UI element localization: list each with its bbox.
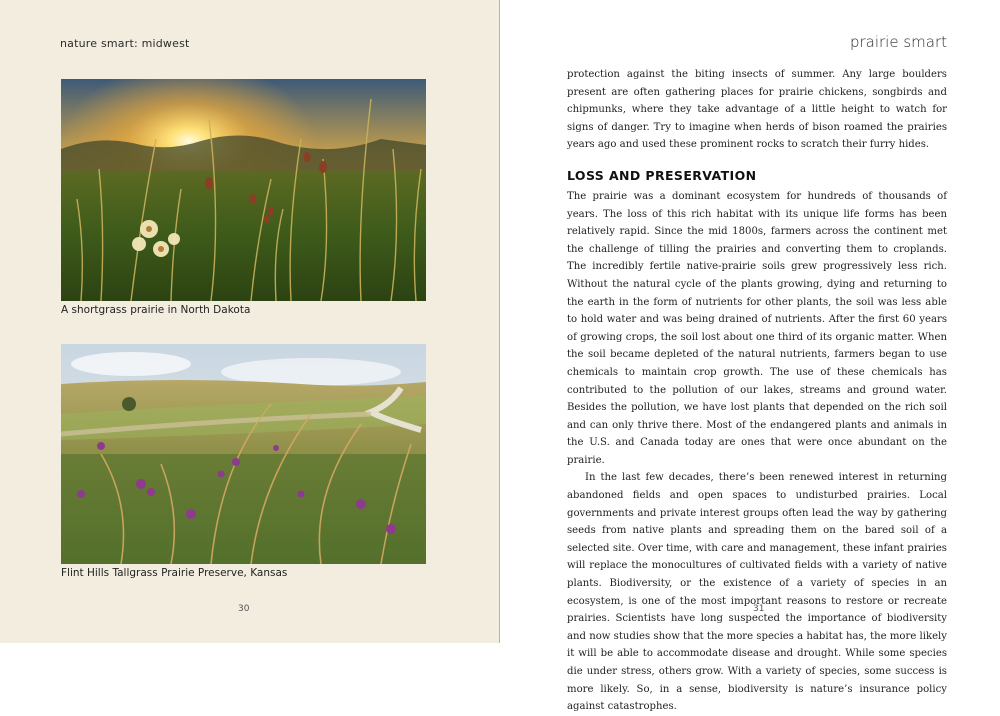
page-number-left: 30 — [238, 604, 250, 614]
running-head-left: nature smart: midwest — [60, 37, 190, 50]
left-page — [0, 0, 500, 643]
body-paragraph-1: The prairie was a dominant ecosystem for hundreds of thousands of years. The loss of this rich habitat with its unique life forms has been relatively rapid. Since the mid 1800s, farmers across the continent met the challenge of tilling the prairies and converting them to croplands. The incredibly fertile native-prairie soils grew progressively less rich. Without the natural cycle of the plants growing, dying and returning to the earth in the form of nutrients for other plants, the soil was less able to hold water and was being drained of nutrients. After the first 60 years of growing crops, the soil lost about one third of its organic matter. When the soil became depleted of the natural nutrients, farmers began to use chemicals to maintain crop growth. The use of these chemicals has contributed to the pollution of our lakes, streams and ground water. Besides the pollution, we have lost plants that depended on the rich soil and can only thrive there. Most of the endangered plants and animals in the U.S. and Canada today are ones that were once abundant on the prairie. — [567, 190, 947, 466]
page-number-right: 31 — [753, 604, 765, 614]
photo-shortgrass-prairie-sunset — [61, 79, 426, 301]
opening-paragraph: protection against the biting insects of summer. Any large boulders present are often gathering places for prairie chickens, songbirds and chipmunks, where they take advantage of a little height to watch for signs of danger. Try to imagine when herds of bison roamed the prairies years ago and used these prominent rocks to scratch their furry hides. — [567, 69, 947, 151]
body-text-column — [567, 66, 947, 716]
section-heading: LOSS AND PRESERVATION — [567, 167, 757, 183]
right-page — [501, 0, 1000, 713]
body-paragraph-2: In the last few decades, there’s been renewed interest in returning abandoned fields and open spaces to undisturbed prairies. Local governments and private interest groups often lead the way by gathering seeds from native plants and spreading them on the bared soil of a selected site. Over time, with care and management, these infant prairies will replace the monocultures of cultivated fields with a variety of native plants. Biodiversity, or the existence of a variety of species in an ecosystem, is one of the most important reasons to restore or recreate prairies. Scientists have long suspected the importance of biodiversity and now studies show that the more species a habitat has, the more likely it will be able to accommodate disease and drought. While some species die under stress, others grow. With a variety of species, some success is more likely. So, in a sense, biodiversity is nature’s insurance policy against catastrophes. — [567, 472, 947, 713]
caption-photo-2: Flint Hills Tallgrass Prairie Preserve, Kansas — [61, 567, 288, 579]
photo-tallgrass-prairie-preserve — [61, 344, 426, 564]
running-head-right: prairie smart — [849, 33, 947, 51]
caption-photo-1: A shortgrass prairie in North Dakota — [61, 304, 251, 316]
